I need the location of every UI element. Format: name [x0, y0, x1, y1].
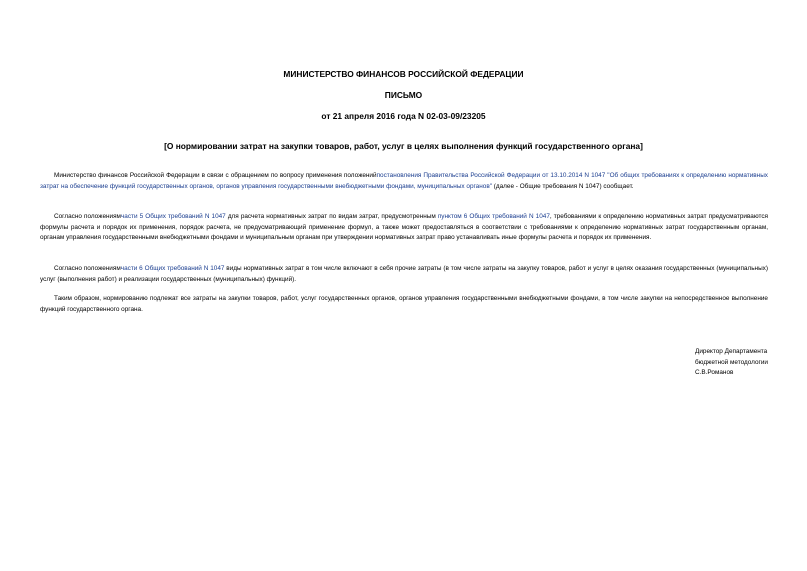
paragraph-4-text-1: Таким образом, нормированию подлежат все затраты на закупки товаров, работ, услуг государственных органов, органов управления государственными внебюджетными фондами, в том числе закупки на непосредственное выполнение функций государственного органа. [40, 295, 768, 313]
link-part-5[interactable]: части 5 Общих требований N 1047 [120, 213, 226, 220]
paragraph-2 [40, 212, 768, 244]
paragraph-2-text-2: для расчета нормативных затрат по видам затрат, предусмотренным [225, 213, 438, 220]
paragraph-1-text-2: (далее - Общие требования N 1047) сообщает. [492, 182, 634, 190]
link-point-6[interactable]: пунктом 6 Общих требований N 1047 [437, 213, 550, 220]
signature-name: С.В.Романов [695, 369, 734, 377]
paragraph-2-text-1: Согласно положениям [54, 213, 121, 220]
document-type-heading: ПИСЬМО [384, 90, 423, 100]
link-resolution-1047[interactable]: постановления Правительства Российской Федерации от 13.10.2014 N 1047 "Об общих требованиях к определению нормативных затрат на обеспечение функций государственных органов, органов управления государственными внебюджетными фондами, муниципальных органов" [40, 172, 769, 190]
paragraph-1 [40, 171, 768, 192]
paragraph-3-text-1: Согласно положениям [54, 265, 121, 272]
paragraph-3-text-2: виды нормативных затрат в том числе включают в себя прочие затраты (в том числе затраты на закупку товаров, работ и услуг в целях оказания государственных (муниципальных) услуг (выполнения работ) и реализации государственных (муниципальных) функций). [40, 265, 768, 283]
signature-department: бюджетной методологии [695, 358, 768, 366]
signature-block [695, 347, 768, 379]
paragraph-1-text-1: Министерство финансов Российской Федерации в связи с обращением по вопросу применения положений [54, 172, 377, 179]
date-number-heading: от 21 апреля 2016 года N 02-03-09/23205 [321, 111, 486, 121]
subject-heading: [О нормировании затрат на закупки товаров, работ, услуг в целях выполнения функций государственного органа] [164, 141, 643, 151]
paragraph-2-text-3: , требованиями к определению нормативных затрат предусматриваются формулы расчета и порядок их применения, порядок расчета, не предусматривающий применение формул, а также может предоставляться в соответствии с требованиями к определению нормативных затрат государственным органам, органам управления государственными внебюджетными фондами и муниципальным органам при утверждении нормативных затрат право устанавливать иные формулы расчета и порядок их применения. [40, 213, 768, 242]
signature-title: Директор Департамента [695, 348, 768, 355]
link-part-6[interactable]: части 6 Общих требований N 1047 [120, 265, 225, 272]
paragraph-4 [40, 294, 768, 315]
paragraph-3 [40, 264, 768, 285]
ministry-heading: МИНИСТЕРСТВО ФИНАНСОВ РОССИЙСКОЙ ФЕДЕРАЦИИ [283, 69, 524, 79]
